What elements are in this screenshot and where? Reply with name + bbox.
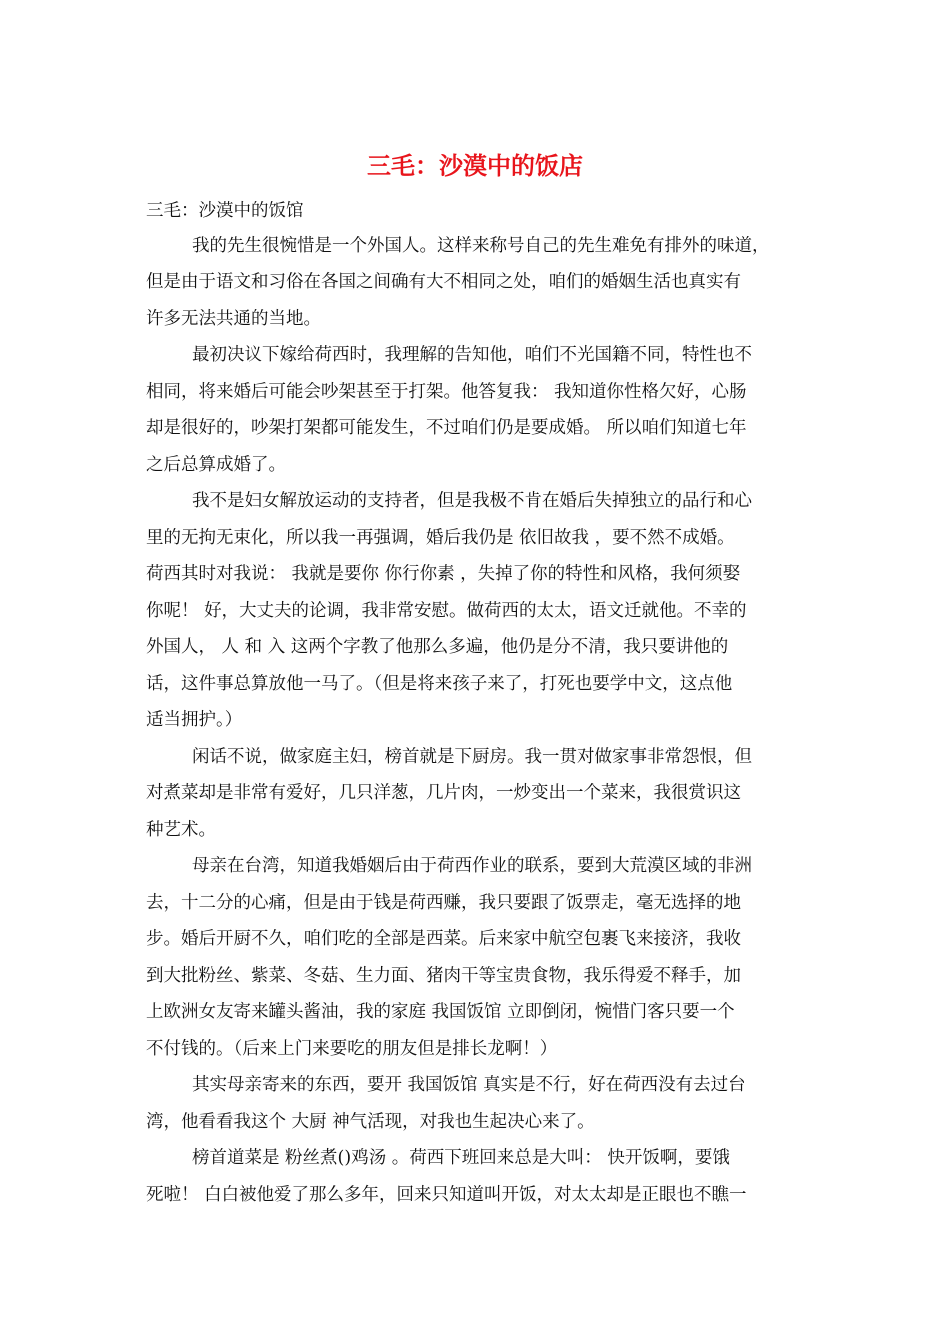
text-line: 其实母亲寄来的东西，要开 我国饭馆 真实是不行，好在荷西没有去过台: [192, 1075, 746, 1095]
text-line: 对煮菜却是非常有爱好，几只洋葱，几片肉，一炒变出一个菜来，我很赏识这: [146, 783, 741, 803]
text-line: 相同，将来婚后可能会吵架甚至于打架。他答复我： 我知道你性格欠好，心肠: [146, 382, 747, 402]
text-line: 但是由于语文和习俗在各国之间确有大不相同之处，咱们的婚姻生活也真实有: [146, 272, 741, 292]
text-line: 母亲在台湾，知道我婚姻后由于荷西作业的联系，要到大荒漠区域的非洲: [192, 856, 752, 876]
text-line: 许多无法共通的当地。: [146, 309, 321, 329]
text-line: 死啦！ 白白被他爱了那么多年，回来只知道叫开饭，对太太却是正眼也不瞧一: [146, 1185, 747, 1205]
text-line: 你呢！ 好，大丈夫的论调，我非常安慰。做荷西的太太，语文迁就他。不幸的: [146, 601, 747, 621]
text-line: 上欧洲女友寄来罐头酱油，我的家庭 我国饭馆 立即倒闭，惋惜门客只要一个: [146, 1002, 735, 1022]
text-line: 话，这件事总算放他一马了。（但是将来孩子来了，打死也要学中文，这点他: [146, 674, 733, 694]
text-line: 荷西其时对我说： 我就是要你 你行你素 ，失掉了你的特性和风格，我何须娶: [146, 564, 741, 584]
text-line: 到大批粉丝、紫菜、冬菇、生力面、猪肉干等宝贵食物，我乐得爱不释手，加: [146, 966, 741, 986]
text-line: 外国人， 人 和 入 这两个字教了他那么多遍，他仍是分不清，我只要讲他的: [146, 637, 729, 657]
text-line: 却是很好的，吵架打架都可能发生，不过咱们仍是要成婚。 所以咱们知道七年: [146, 418, 747, 438]
text-line: 不付钱的。（后来上门来要吃的朋友但是排长龙啊！）: [146, 1039, 558, 1059]
text-line: 种艺术。: [146, 820, 216, 840]
text-line: 我不是妇女解放运动的支持者，但是我极不肯在婚后失掉独立的品行和心: [192, 491, 752, 511]
text-line: 闲话不说，做家庭主妇，榜首就是下厨房。我一贯对做家事非常怨恨，但: [192, 747, 752, 767]
text-line: 我的先生很惋惜是一个外国人。这样来称号自己的先生难免有排外的味道，: [192, 236, 770, 256]
text-line: 步。婚后开厨不久，咱们吃的全部是西菜。后来家中航空包裹飞来接济，我收: [146, 929, 741, 949]
document-title: 三毛：沙漠中的饭店: [367, 151, 583, 180]
text-line: 里的无拘无束化，所以我一再强调，婚后我仍是 依旧故我 ，要不然不成婚。: [146, 528, 735, 548]
text-line: 湾，他看看我这个 大厨 神气活现，对我也生起决心来了。: [146, 1112, 595, 1132]
text-line: 去，十二分的心痛，但是由于钱是荷西赚，我只要跟了饭票走，毫无选择的地: [146, 893, 741, 913]
text-line: 最初决议下嫁给荷西时，我理解的告知他，咱们不光国籍不同，特性也不: [192, 345, 752, 365]
text-line: 之后总算成婚了。: [146, 455, 286, 475]
document-subtitle: 三毛：沙漠中的饭馆: [146, 201, 304, 221]
text-line: 榜首道菜是 粉丝煮()鸡汤 。荷西下班回来总是大叫： 快开饭啊，要饿: [192, 1148, 730, 1168]
text-line: 适当拥护。）: [146, 710, 243, 730]
